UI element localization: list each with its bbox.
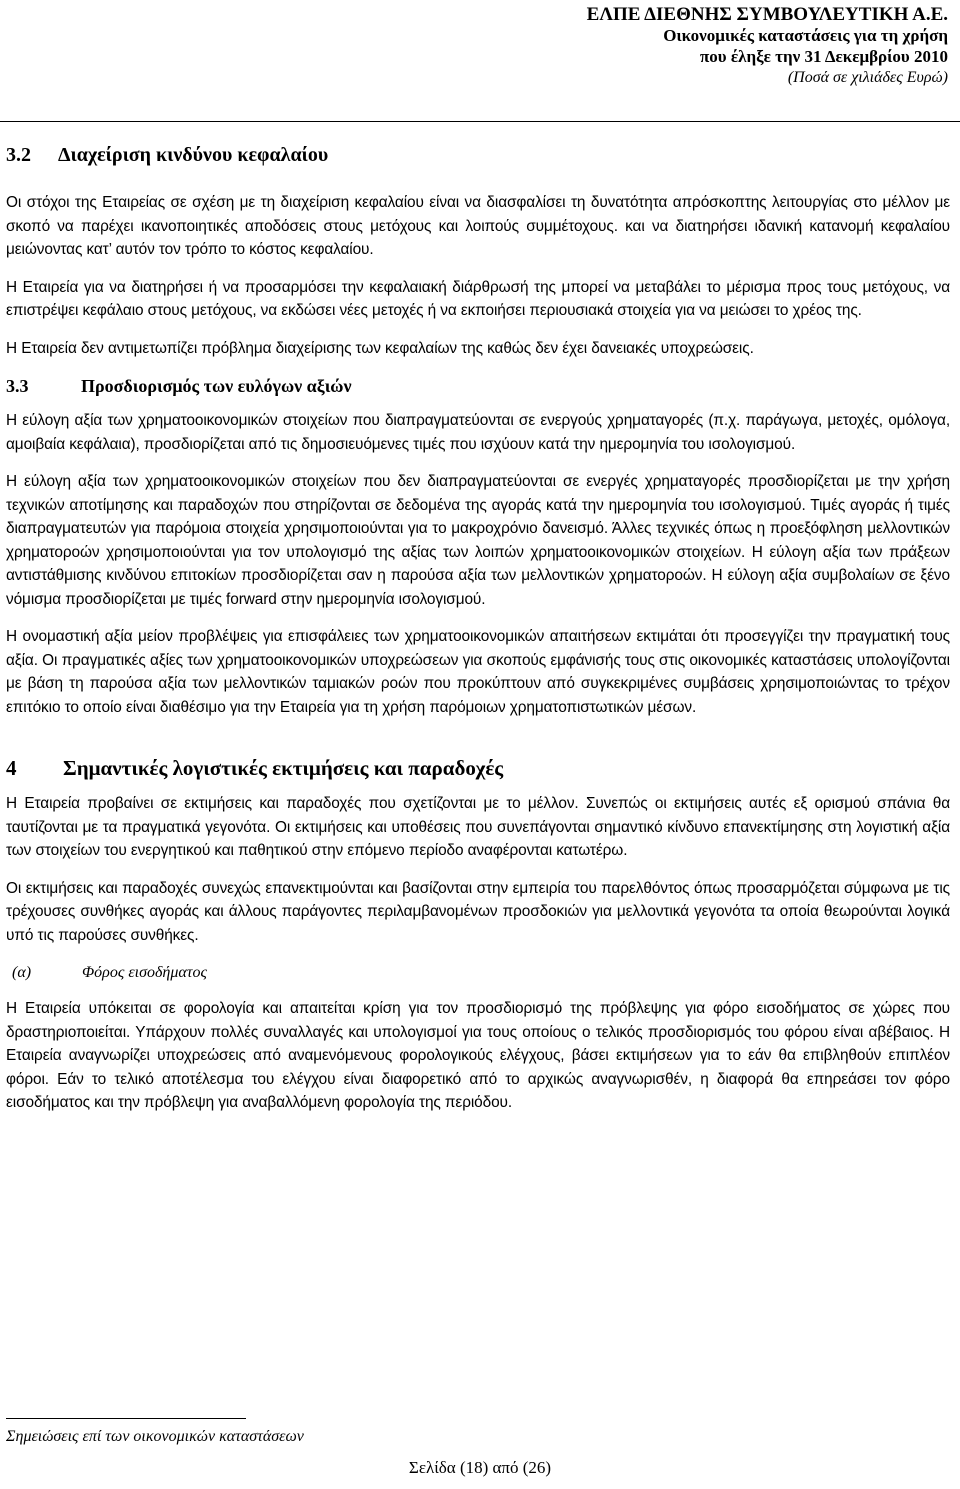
paragraph: Η εύλογη αξία των χρηματοοικονομικών στοιχείων που δεν διαπραγματεύονται σε ενεργές χρηματαγορές προσδιορίζεται με την χρήση τεχνικών αποτίμησης και παραδοχών που στηρίζονται σε δεδομένα της αγοράς κατά την ημερομηνία του ισολογισμού. Τιμές αγοράς ή τιμές διαπραγματευτών για παρόμοια στοιχεία χρησιμοποιούνται για το μακροχρόνιο δανεισμό. Άλλες τεχνικές όπως η προεξόφληση μελλοντικών χρηματοροών χρησιμοποιούνται για τον υπολογισμό της αξίας των λοιπών χρηματοοικονομικών στοιχείων. Η εύλογη αξία των πράξεων αντιστάθμισης κινδύνου επιτοκίων προσδιορίζεται σαν η παρούσα αξία των μελλοντικών χρηματοροών. Η εύλογη αξία συμβολαίων σε ξένο νόμισμα προσδιορίζεται με τιμές forward στην ημερομηνία ισολογισμού. [6, 473, 950, 608]
section-3-2-heading [6, 144, 950, 167]
paragraph: Η Εταιρεία δεν αντιμετωπίζει πρόβλημα διαχείρισης των κεφαλαίων της καθώς δεν έχει δανειακές υποχρεώσεις. [6, 339, 754, 357]
section-number: 3.3 [6, 376, 29, 396]
subsection-a-heading [6, 961, 950, 985]
paragraph: Οι εκτιμήσεις και παραδοχές συνεχώς επανεκτιμούνται και βασίζονται στην εμπειρία του παρελθόντος όπως προσαρμόζεται σύμφωνα με τις τρέχουσες συνθήκες αγοράς και άλλους παράγοντες περιλαμβανομένων προσδοκιών για μελλοντικά γεγονότα τα οποία θεωρούνται λογικά υπό τις παρούσες συνθήκες. [6, 879, 950, 944]
paragraph: Η Εταιρεία προβαίνει σε εκτιμήσεις και παραδοχές που σχετίζονται με το μέλλον. Συνεπώς οι εκτιμήσεις αυτές εξ ορισμού σπάνια θα ταυτίζονται με τα πραγματικά γεγονότα. Οι εκτιμήσεις και υποθέσεις που συνεπάγονται σημαντικό κίνδυνο επανεκτίμησης στη λογιστική αξία των στοιχείων του ενεργητικού και παθητικού στην επόμενο περίοδο αναφέρονται κατωτέρω. [6, 795, 950, 859]
company-name: ΕΛΠΕ ΔΙΕΘΝΗΣ ΣΥΜΒΟΥΛΕΥΤΙΚΗ Α.Ε. [586, 4, 948, 25]
statements-period: που έληξε την 31 Δεκεμβρίου 2010 [699, 47, 948, 66]
section-title: Σημαντικές λογιστικές εκτιμήσεις και παραδοχές [63, 756, 504, 780]
section-number: 4 [6, 756, 17, 780]
page-number: Σελίδα (18) από (26) [408, 1458, 552, 1477]
footer-note: Σημειώσεις επί των οικονομικών καταστάσεων [6, 1428, 304, 1445]
section-3-3-heading [6, 374, 950, 399]
amounts-units: (Ποσά σε χιλιάδες Ευρώ) [787, 69, 948, 86]
subsection-title: Φόρος εισοδήματος [82, 964, 208, 981]
section-4-heading [6, 753, 950, 783]
paragraph: Η εύλογη αξία των χρηματοοικονομικών στοιχείων που διαπραγματεύονται σε ενεργούς χρηματαγορές (π.χ. παράγωγα, μετοχές, ομόλογα, αμοιβαία κεφάλαια), προσδιορίζεται από τις δημοσιευόμενες τιμές που ισχύουν κατά την ημερομηνία του ισολογισμού. [6, 412, 950, 453]
paragraph: Η ονομαστική αξία μείον προβλέψεις για επισφάλειες των χρηματοοικονομικών απαιτήσεων εκτιμάται ότι προσεγγίζει την πραγματική τους αξία. Οι πραγματικές αξίες των χρηματοοικονομικών υποχρεώσεων για σκοπούς εμφάνισής τους στις οικονομικές καταστάσεις υπολογίζονται με βάση τη παρούσα αξία των μελλοντικών ταμιακών ροών που προκύπτουν από συγκεκριμένες συμβάσεις χρησιμοποιώντας το τρέχον επιτόκιο το οποίο είναι διαθέσιμο για την Εταιρεία για τη χρήση παρόμοιων χρηματοπιστωτικών μέσων. [6, 628, 950, 716]
subsection-label: (α) [12, 964, 32, 981]
section-number: 3.2 [6, 144, 31, 166]
paragraph: Η Εταιρεία υπόκειται σε φορολογία και απαιτείται κρίση για τον προσδιορισμό της πρόβλεψης για φόρο εισοδήματος σε χώρες που δραστηριοποιείται. Υπάρχουν πολλές συναλλαγές και υπολογισμοί για τους οποίους ο τελικός προσδιορισμός του φόρου είναι αβέβαιος. Η Εταιρεία αναγνωρίζει υποχρεώσεις από αναμενόμενους φορολογικούς ελέγχους, βάσει εκτιμήσεων για το εάν θα επιβληθούν επιπλέον φόροι. Εάν το τελικό αποτέλεσμα του ελέγχου είναι διαφορετικό από το αρχικώς αναγνωρισθέν, η διαφορά θα επηρεάσει τον φόρο εισοδήματος και την πρόβλεψη για αναβαλλόμενη φορολογία της περιόδου. [6, 1000, 950, 1111]
page-header [587, 4, 948, 88]
document-body [6, 144, 950, 1129]
section-title: Προσδιορισμός των ευλόγων αξιών [81, 376, 352, 396]
header-divider [0, 121, 960, 122]
footer-divider [6, 1418, 246, 1419]
section-title: Διαχείριση κινδύνου κεφαλαίου [58, 144, 329, 166]
paragraph: Η Εταιρεία για να διατηρήσει ή να προσαρμόσει την κεφαλαιακή διάρθρωσή της μπορεί να μεταβάλει το μέρισμα προς τους μετόχους, να επιστρέψει κεφάλαιο στους μετόχους, να εκδώσει νέες μετοχές ή να εκποιήσει περιουσιακά στοιχεία για να μειώσει το χρέος της. [6, 278, 950, 319]
paragraph: Οι στόχοι της Εταιρείας σε σχέση με τη διαχείριση κεφαλαίου είναι να διασφαλίσει τη δυνατότητα απρόσκοπτης λειτουργίας στο μέλλον με σκοπό να παρέχει ικανοποιητικές αποδόσεις στους μετόχους και λοιπούς συμμέτοχους. και να διατηρήσει ιδανική κατανομή κεφαλαίου μειώνοντας κατ’ αυτόν τον τρόπο το κόστος κεφαλαίου. [6, 194, 950, 258]
statements-title: Οικονομικές καταστάσεις για τη χρήση [663, 26, 948, 45]
